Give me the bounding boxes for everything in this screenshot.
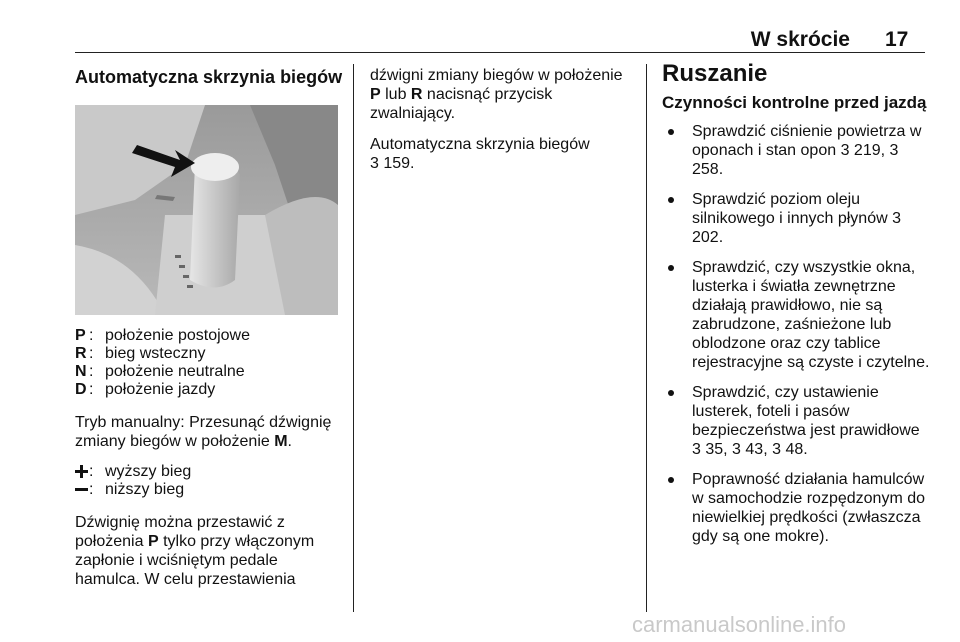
lever-move-text-2: tylko przy włączonym zapłonie i wciśniętym pedale hamulca. W celu przestawienia [75, 533, 315, 588]
legend-row [75, 327, 343, 345]
column-3 [662, 60, 932, 557]
subsection-heading: Czynności kontrolne przed jazdą [662, 93, 927, 112]
legend-row [75, 463, 343, 481]
cross-reference-text: Automatyczna skrzynia biegów [370, 136, 590, 153]
ref-arrow-icon: 3 [892, 210, 902, 227]
cross-reference [370, 135, 632, 173]
ref-arrow-icon: 3 [889, 142, 899, 159]
legend-text: położenie neutralne [105, 363, 245, 380]
list-item-text: Sprawdzić poziom oleju silnikowego i innych płynów [692, 191, 893, 227]
page-number: 17 [885, 28, 909, 51]
list-item [662, 383, 932, 459]
legend-separator: : [89, 463, 94, 480]
continued-text-mid: lub [380, 86, 411, 103]
page-ref[interactable]: 219, [853, 142, 890, 159]
list-item-text: Sprawdzić, czy wszystkie okna, lusterka i światła zewnętrzne działają prawidłowo, nie są zabrudzone, zaśnieżone lub oblodzone oraz czy tablice rejestracyjne są czyste i czytelne. [692, 259, 930, 371]
legend-separator: : [89, 381, 94, 398]
legend-text: bieg wsteczny [105, 345, 206, 362]
cross-reference-page[interactable]: 159. [383, 155, 415, 172]
legend-row [75, 381, 343, 399]
legend-row [75, 481, 343, 499]
column-1 [75, 66, 343, 601]
ref-arrow-icon: 3 [692, 441, 701, 458]
list-item-text: Poprawność działania hamulców w samochodzie rozpędzonym do niewielkiej prędkości (zwłaszcza gdy są one mokre). [692, 471, 926, 545]
legend-separator: : [89, 363, 94, 380]
manual-mode-paragraph [75, 413, 343, 451]
list-item [662, 470, 932, 546]
lever-move-paragraph [75, 513, 343, 589]
legend-text: niższy bieg [105, 481, 185, 498]
list-item [662, 258, 932, 372]
legend-text: położenie jazdy [105, 381, 216, 398]
column-divider-1 [353, 64, 354, 612]
legend-separator: : [89, 481, 94, 498]
page-ref[interactable]: 202. [692, 229, 724, 246]
lever-move-key: P [147, 533, 159, 550]
legend-row [75, 363, 343, 381]
column-2 [370, 66, 632, 185]
manual-mode-text: Tryb manualny: Przesunąć dźwignię zmiany biegów w położenie [75, 414, 332, 450]
gear-key-p: P [370, 86, 381, 103]
section-title: Automatyczna skrzynia biegów [75, 67, 343, 87]
list-item-text: Sprawdzić, czy ustawienie lusterek, foteli i pasów bezpieczeństwa jest prawidłowe [692, 384, 920, 439]
continued-text: dźwigni zmiany biegów w położenie [370, 67, 623, 84]
legend-key: N [75, 363, 87, 380]
legend-text: wyższy bieg [105, 463, 192, 480]
list-item-text: Sprawdzić ciśnienie powietrza w oponach i stan opon [692, 123, 922, 159]
list-item [662, 190, 932, 247]
bullet-icon [668, 390, 674, 396]
manual-shift-legend [75, 463, 343, 499]
lever-move-text: Dźwignię można przestawić z położenia [75, 514, 285, 550]
list-item [662, 122, 932, 179]
ref-arrow-icon: 3 [840, 142, 850, 159]
legend-separator: : [89, 345, 94, 362]
page-ref[interactable]: 258. [692, 161, 724, 178]
legend-separator: : [89, 327, 94, 344]
manual-mode-period: . [287, 433, 292, 450]
page-ref[interactable]: 35, [705, 441, 733, 458]
ref-arrow-icon: 3 [732, 441, 741, 458]
gear-selector-photo [75, 105, 338, 315]
continued-paragraph [370, 66, 632, 123]
legend-key: R [75, 345, 87, 362]
minus-icon [75, 481, 89, 499]
gear-position-legend [75, 327, 343, 399]
watermark: carmanualsonline.info [632, 612, 847, 637]
plus-icon [75, 463, 89, 481]
page-ref[interactable]: 48. [785, 441, 808, 458]
section-heading: Ruszanie [662, 60, 768, 87]
gear-key-r: R [410, 86, 423, 103]
checklist [662, 122, 932, 546]
manual-mode-key: M [274, 433, 288, 450]
header-rule [75, 52, 925, 53]
gear-selector-illustration [75, 105, 338, 315]
page-section-title: W skrócie [750, 28, 850, 51]
bullet-icon [668, 129, 674, 135]
column-divider-2 [646, 64, 647, 612]
page-ref[interactable]: 43, [745, 441, 773, 458]
ref-arrow-icon: 3 [370, 155, 379, 172]
ref-arrow-icon: 3 [772, 441, 781, 458]
bullet-icon [668, 265, 674, 271]
bullet-icon [668, 197, 674, 203]
continued-text-end: nacisnąć przycisk zwalniający. [370, 86, 553, 122]
legend-text: położenie postojowe [105, 327, 250, 344]
legend-key: D [75, 381, 87, 398]
legend-row [75, 345, 343, 363]
bullet-icon [668, 477, 674, 483]
legend-key: P [75, 327, 86, 344]
